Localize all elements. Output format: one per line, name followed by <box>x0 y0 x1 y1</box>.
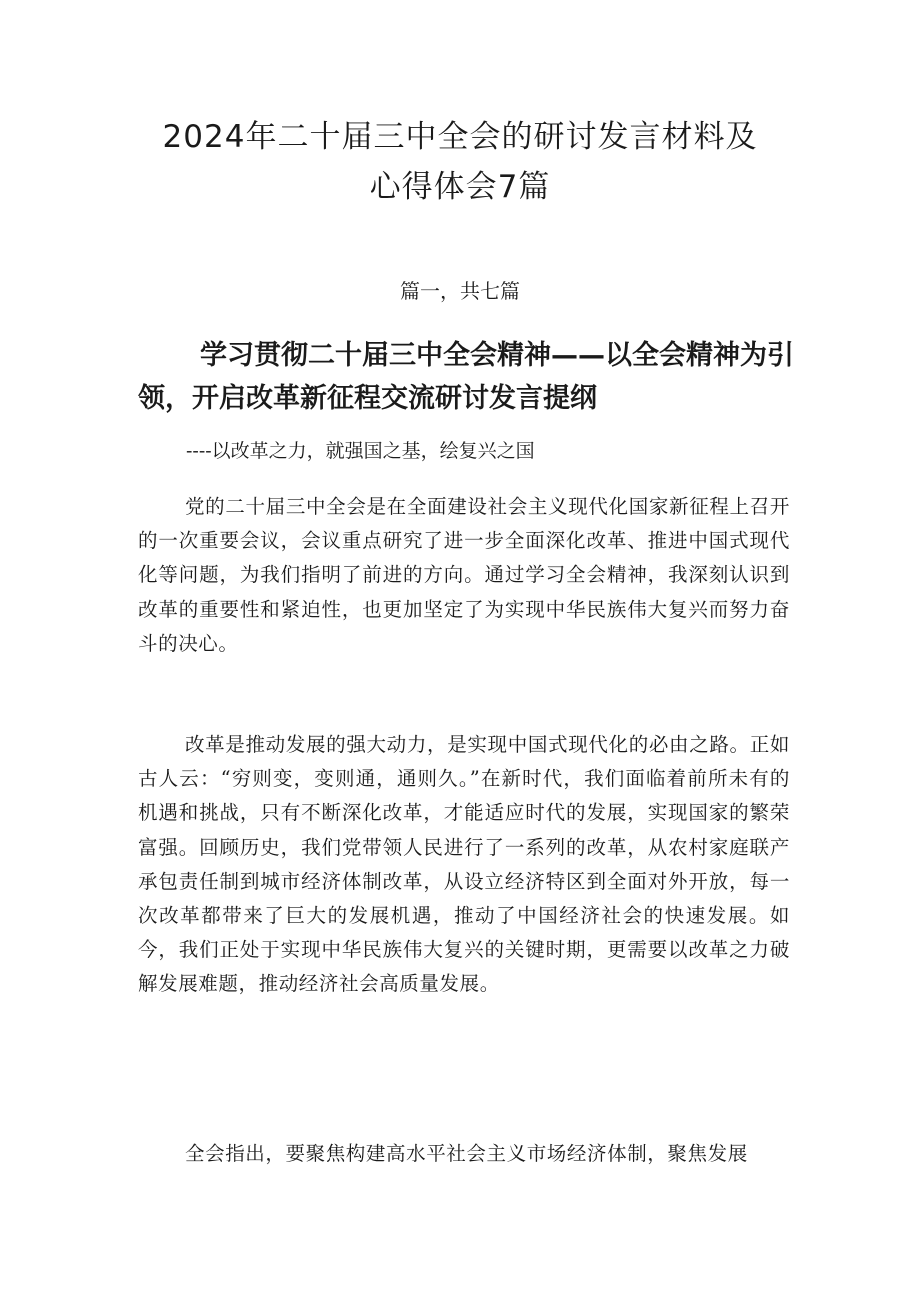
body-paragraph-3: 全会指出，要聚焦构建高水平社会主义市场经济体制，聚焦发展 <box>185 1142 748 1165</box>
document-title-line-1: 2024年二十届三中全会的研讨发言材料及 <box>162 119 758 155</box>
body-paragraph-2: 改革是推动发展的强大动力，是实现中国式现代化的必由之路。正如古人云：“穷则变，变则通，通则久。”在新时代，我们面临着前所未有的机遇和挑战，只有不断深化改革，才能适应时代的发展，实现国家的繁荣富强。回顾历史，我们党带领人民进行了一系列的改革，从农村家庭联产承包责任制到城市经济体制改革，从设立经济特区到全面对外开放，每一次改革都带来了巨大的发展机遇，推动了中国经济社会的快速发展。如今，我们正处于实现中华民族伟大复兴的关键时期，更需要以改革之力破解发展难题，推动经济社会高质量发展。 <box>138 733 790 996</box>
section-label: 篇一，共七篇 <box>400 279 520 303</box>
document-title <box>100 112 820 212</box>
article-tagline: ----以改革之力，就强国之基，绘复兴之国 <box>186 440 535 462</box>
document-title-line-2: 心得体会7篇 <box>369 169 551 205</box>
body-paragraph-1: 党的二十届三中全会是在全面建设社会主义现代化国家新征程上召开的一次重要会议，会议重点研究了进一步全面深化改革、推进中国式现代化等问题，为我们指明了前进的方向。通过学习全会精神，我深刻认识到改革的重要性和紧迫性，也更加坚定了为实现中华民族伟大复兴而努力奋斗的决心。 <box>138 495 790 655</box>
article-subtitle: 学习贯彻二十届三中全会精神——以全会精神为引领，开启改革新征程交流研讨发言提纲 <box>138 340 794 414</box>
